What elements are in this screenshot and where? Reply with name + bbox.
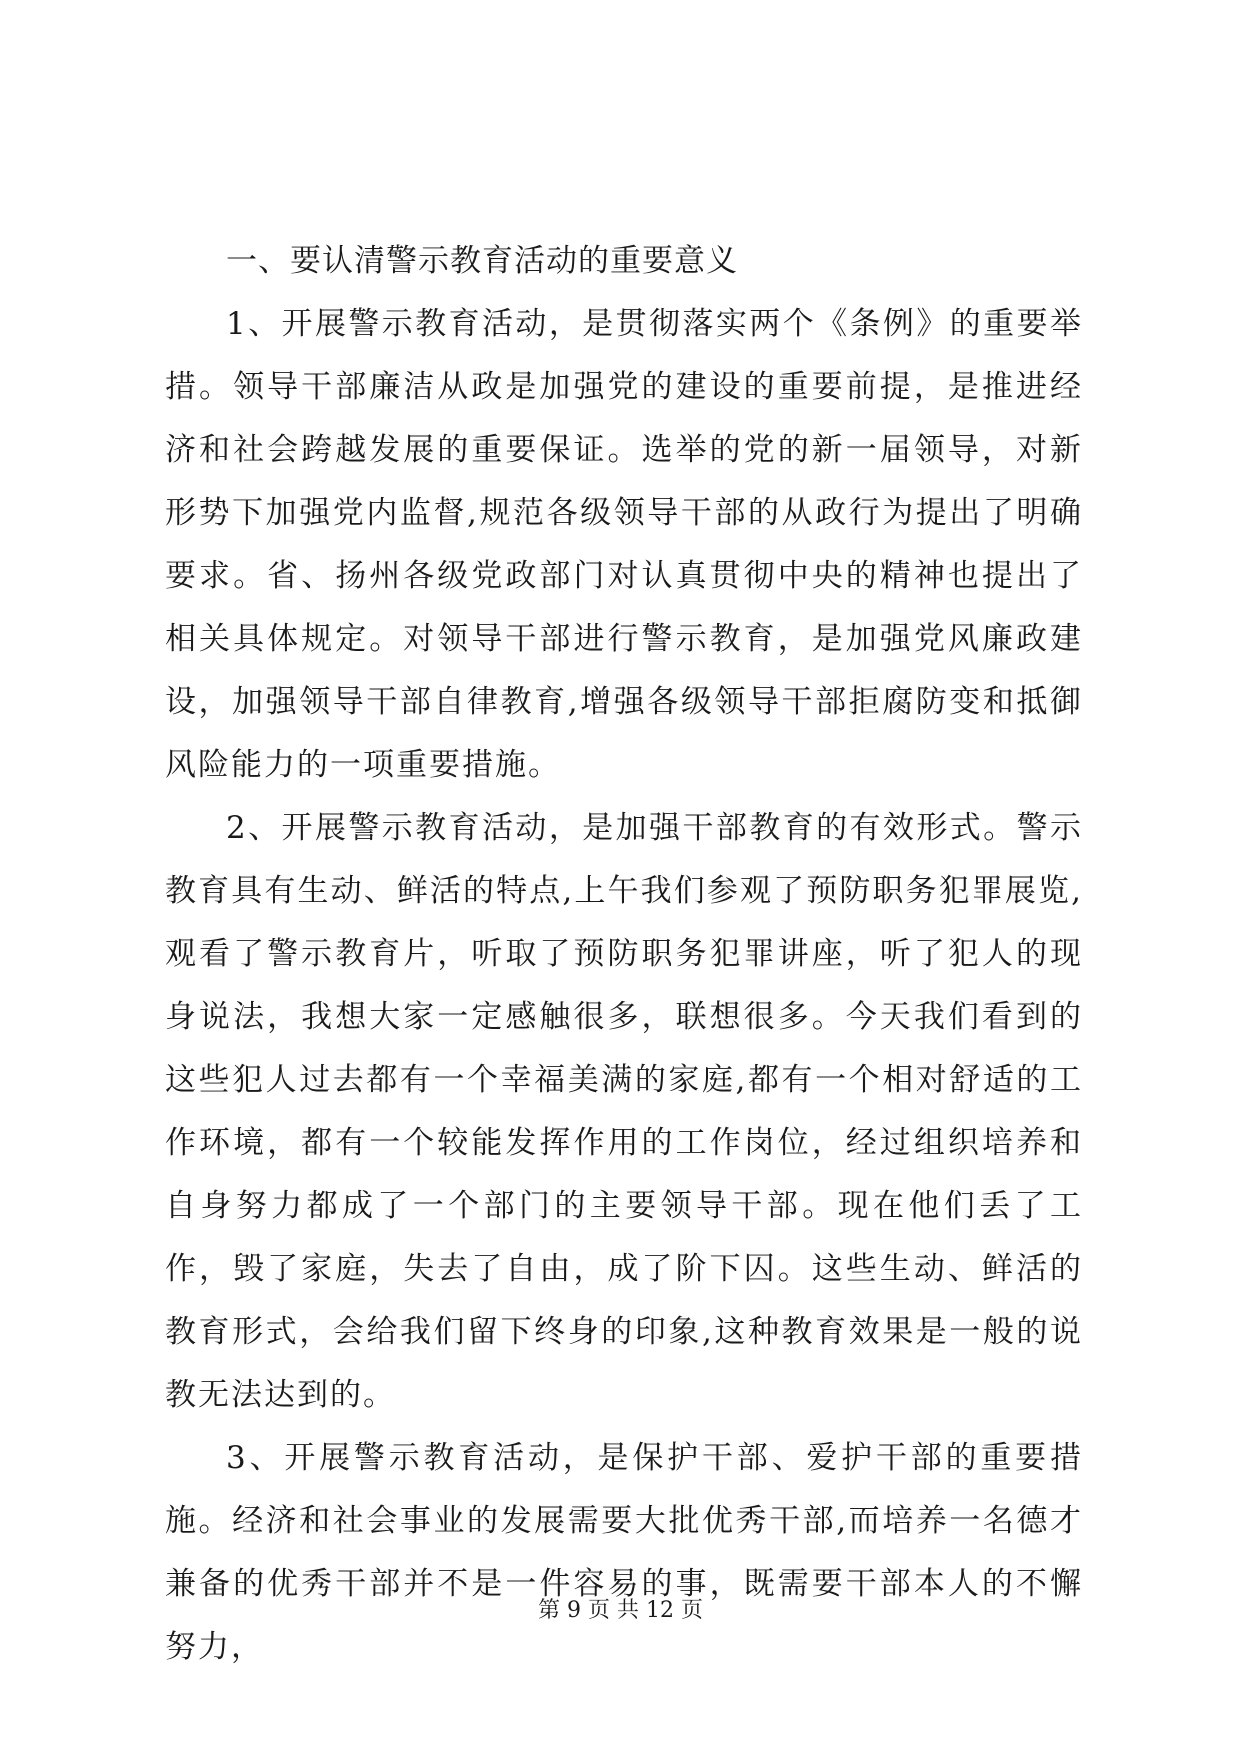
document-body — [165, 230, 1083, 1679]
section-heading: 一、要认清警示教育活动的重要意义 — [226, 243, 738, 279]
paragraph-1: 1、开展警示教育活动，是贯彻落实两个《条例》的重要举措。领导干部廉洁从政是加强党的建设的重要前提，是推进经济和社会跨越发展的重要保证。选举的党的新一届领导，对新形势下加强党内监督,规范各级领导干部的从政行为提出了明确要求。省、扬州各级党政部门对认真贯彻中央的精神也提出了相关具体规定。对领导干部进行警示教育，是加强党风廉政建设，加强领导干部自律教育,增强各级领导干部拒腐防变和抵御风险能力的一项重要措施。 — [165, 306, 1083, 783]
page-footer: 第 9 页 共 12 页 — [538, 1598, 703, 1623]
paragraph-2: 2、开展警示教育活动，是加强干部教育的有效形式。警示教育具有生动、鲜活的特点,上午我们参观了预防职务犯罪展览,观看了警示教育片，听取了预防职务犯罪讲座，听了犯人的现身说法，我想大家一定感触很多，联想很多。今天我们看到的这些犯人过去都有一个幸福美满的家庭,都有一个相对舒适的工作环境，都有一个较能发挥作用的工作岗位，经过组织培养和自身努力都成了一个部门的主要领导干部。现在他们丢了工作，毁了家庭，失去了自由，成了阶下囚。这些生动、鲜活的教育形式，会给我们留下终身的印象,这种教育效果是一般的说教无法达到的。 — [165, 810, 1083, 1413]
paragraph-3: 3、开展警示教育活动，是保护干部、爱护干部的重要措施。经济和社会事业的发展需要大批优秀干部,而培养一名德才兼备的优秀干部并不是一件容易的事，既需要干部本人的不懈努力， — [165, 1440, 1083, 1665]
